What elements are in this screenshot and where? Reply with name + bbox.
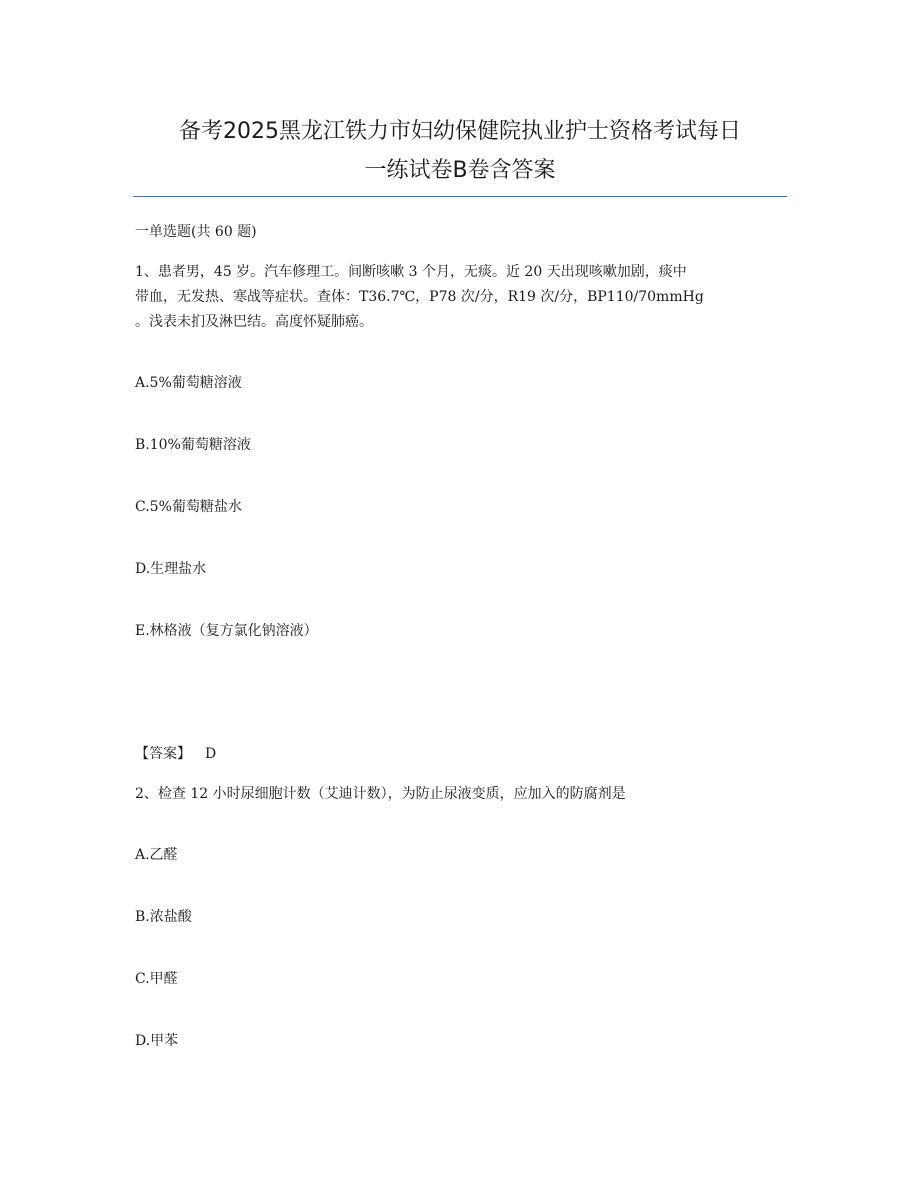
document-title-line-2: 一练试卷B卷含答案 — [364, 158, 556, 183]
document-title — [133, 112, 787, 190]
answer-value: D — [205, 746, 217, 762]
question-1-stem-line-3: 。浅表未扪及淋巴结。高度怀疑肺癌。 — [135, 314, 373, 330]
question-1-option-c: C.5%葡萄糖盐水 — [135, 499, 242, 515]
document-title-line-1: 备考2025黑龙江铁力市妇幼保健院执业护士资格考试每日 — [179, 119, 741, 144]
question-1-option-d: D.生理盐水 — [135, 561, 207, 577]
question-1-answer — [135, 742, 216, 766]
question-1-option-e: E.林格液（复方氯化钠溶液） — [135, 623, 318, 639]
question-2-option-c: C.甲醛 — [135, 971, 178, 987]
question-2-option-b: B.浓盐酸 — [135, 909, 192, 925]
question-2-option-d: D.甲苯 — [135, 1033, 179, 1049]
title-divider — [133, 196, 787, 197]
question-1-stem-line-1: 1、患者男，45 岁。汽车修理工。间断咳嗽 3 个月，无痰。近 20 天出现咳嗽加剧，痰中 — [135, 264, 687, 280]
question-1-option-b: B.10%葡萄糖溶液 — [135, 437, 251, 453]
question-2-stem: 2、检查 12 小时尿细胞计数（艾迪计数），为防止尿液变质，应加入的防腐剂是 — [135, 786, 626, 802]
answer-label: 【答案】 — [135, 746, 191, 762]
question-2-option-a: A.乙醛 — [135, 847, 178, 863]
question-1-stem-line-2: 带血，无发热、寒战等症状。查体：T36.7℃，P78 次/分，R19 次/分，BP110/70mmHg — [135, 289, 704, 305]
question-1-option-a: A.5%葡萄糖溶液 — [135, 375, 242, 391]
section-heading: 一单选题(共 60 题) — [135, 224, 257, 240]
